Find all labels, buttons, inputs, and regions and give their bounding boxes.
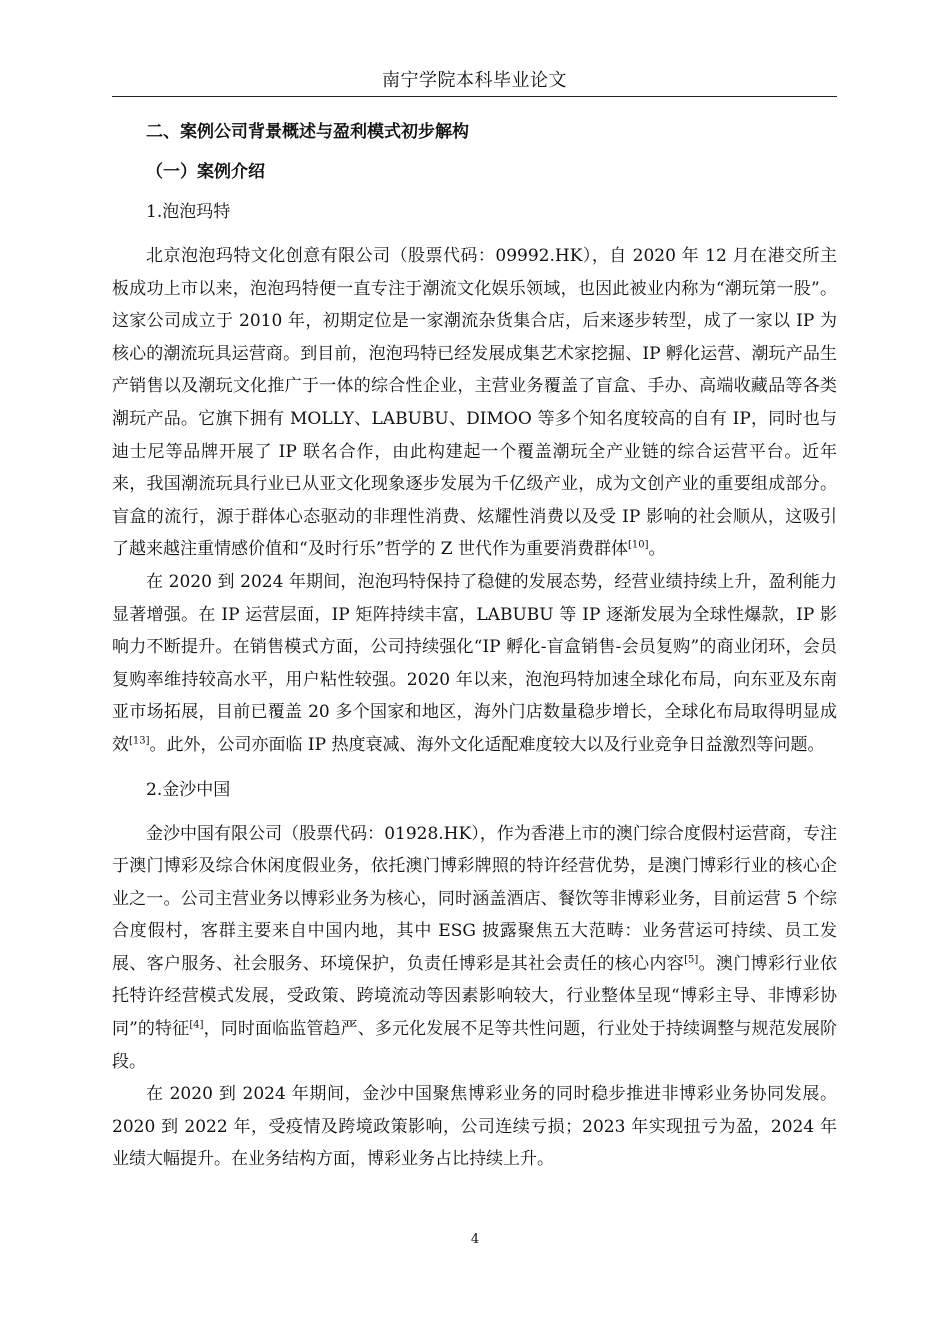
section-heading: 二、案例公司背景概述与盈利模式初步解构	[146, 122, 469, 142]
sands-title: 2.金沙中国	[146, 779, 231, 800]
subsection-heading: （一）案例介绍	[146, 162, 265, 182]
header-rule	[112, 96, 837, 97]
popmart-p1-end: 。	[648, 539, 666, 560]
sands-paragraph-1	[112, 818, 837, 1079]
running-header: 南宁学院本科毕业论文	[382, 70, 567, 91]
sands-p1-end: ，同时面临监管趋严、多元化发展不足等共性问题，行业处于持续调整与规范发展阶段。	[112, 1019, 837, 1072]
popmart-p2-text: 在 2020 到 2024 年期间，泡泡玛特保持了稳健的发展态势，经营业绩持续上升，盈利能力显著增强。在 IP 运营层面，IP 矩阵持续丰富，LABUBU 等 IP 逐渐发展为全球性爆款，IP 影响力不断提升。在销售模式方面，公司持续强化“IP 孵化-盲盒销售-会员复购”的商业闭环，会员复购率维持较高水平，用户粘性较强。2020 年以来，泡泡玛特加速全球化布局，向东亚及东南亚市场拓展，目前已覆盖 20 多个国家和地区，海外门店数量稳步增长，全球化布局取得明显成效	[112, 571, 837, 755]
sands-p1-mid: 。澳门博彩行业依托特许经营模式发展，受政策、跨境流动等因素影响较大，行业整体呈现“博彩主导、非博彩协同”的特征	[112, 953, 838, 1040]
citation: [5]	[684, 954, 699, 966]
citation: [4]	[189, 1019, 204, 1031]
page-number: 4	[470, 1232, 480, 1247]
sands-paragraph-2: 在 2020 到 2024 年期间，金沙中国聚焦博彩业务的同时稳步推进非博彩业务协同发展。2020 到 2022 年，受疫情及跨境政策影响，公司连续亏损；2023 年实现扭亏为盈，2024 年业绩大幅提升。在业务结构方面，博彩业务占比持续上升。	[112, 1084, 837, 1170]
citation: [13]	[129, 735, 150, 747]
popmart-p2-end: 。此外，公司亦面临 IP 热度衰减、海外文化适配难度较大以及行业竞争日益激烈等问题。	[149, 734, 825, 755]
popmart-paragraph-1	[112, 240, 837, 566]
citation: [10]	[628, 539, 649, 551]
page-content	[112, 112, 837, 1176]
popmart-p1-text: 北京泡泡玛特文化创意有限公司（股票代码：09992.HK），自 2020 年 12 月在港交所主板成功上市以来，泡泡玛特便一直专注于潮流文化娱乐领域，也因此被业内称为“潮玩第一股”。这家公司成立于 2010 年，初期定位是一家潮流杂货集合店，后来逐步转型，成了一家以 IP 为核心的潮流玩具运营商。到目前，泡泡玛特已经发展成集艺术家挖掘、IP 孵化运营、潮玩产品生产销售以及潮玩文化推广于一体的综合性企业，主营业务覆盖了盲盒、手办、高端收藏品等各类潮玩产品。它旗下拥有 MOLLY、LABUBU、DIMOO 等多个知名度较高的自有 IP，同时也与迪士尼等品牌开展了 IP 联名合作，由此构建起一个覆盖潮玩全产业链的综合运营平台。近年来，我国潮流玩具行业已从亚文化现象逐步发展为千亿级产业，成为文创产业的重要组成部分。盲盒的流行，源于群体心态驱动的非理性消费、炫耀性消费以及受 IP 影响的社会顺从，这吸引了越来越注重情感价值和“及时行乐”哲学的 Z 世代作为重要消费群体	[112, 246, 837, 560]
popmart-paragraph-2	[112, 566, 837, 762]
sands-p1-text: 金沙中国有限公司（股票代码：01928.HK），作为香港上市的澳门综合度假村运营商，专注于澳门博彩及综合休闲度假业务，依托澳门博彩牌照的特许经营优势，是澳门博彩行业的核心企业之一。公司主营业务以博彩业务为核心，同时涵盖酒店、餐饮等非博彩业务，目前运营 5 个综合度假村，客群主要来自中国内地，其中 ESG 披露聚焦五大范畴：业务营运可持续、员工发展、客户服务、社会服务、环境保护，负责任博彩是其社会责任的核心内容	[112, 823, 837, 974]
popmart-title: 1.泡泡玛特	[146, 202, 231, 222]
